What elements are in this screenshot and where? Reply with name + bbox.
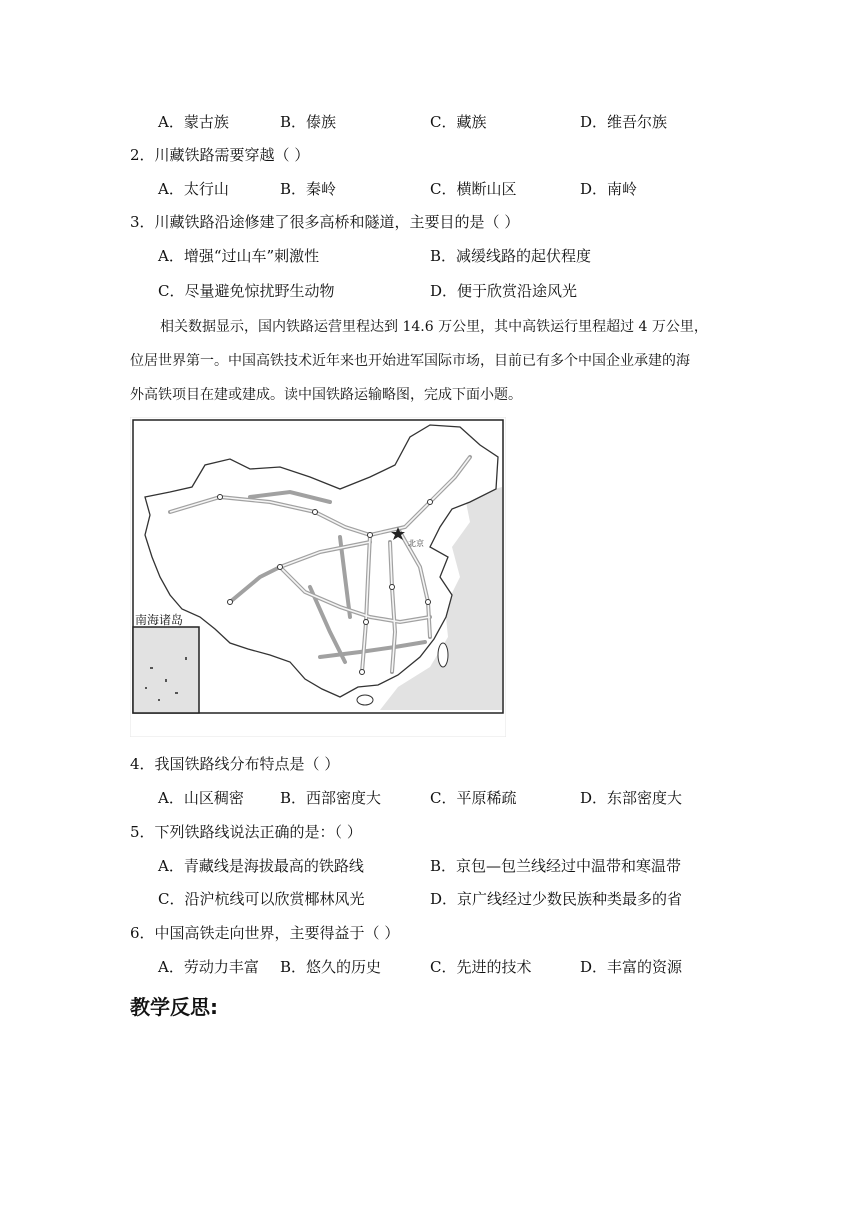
city-label-beijing: 北京 [408, 539, 424, 548]
q6-stem: 6．中国高铁走向世界，主要得益于（ ） [130, 924, 400, 942]
q2-option-b: B．秦岭 [280, 180, 337, 198]
q6-option-a: A．劳动力丰富 [158, 958, 259, 976]
q4-stem: 4．我国铁路线分布特点是（ ） [130, 755, 340, 773]
reflection-heading: 教学反思: [130, 995, 218, 1019]
q2-option-c: C．横断山区 [430, 180, 517, 198]
q5-option-a: A．青藏线是海拔最高的铁路线 [158, 857, 364, 875]
q2-option-d: D．南岭 [580, 180, 638, 198]
q4-option-d: D．东部密度大 [580, 789, 683, 807]
q1-option-a: A．蒙古族 [158, 113, 229, 131]
q4-option-c: C．平原稀疏 [430, 789, 517, 807]
q5-option-b: B．京包—包兰线经过中温带和寒温带 [430, 857, 682, 875]
q5-option-d: D．京广线经过少数民族种类最多的省 [430, 890, 683, 908]
q6-option-c: C．先进的技术 [430, 958, 532, 976]
q1-option-d: D．维吾尔族 [580, 113, 668, 131]
q3-stem: 3．川藏铁路沿途修建了很多高桥和隧道，主要目的是（ ） [130, 213, 520, 231]
q2-stem: 2．川藏铁路需要穿越（ ） [130, 146, 310, 164]
railway-map-graphic [130, 417, 506, 737]
q3-option-c: C．尽量避免惊扰野生动物 [158, 282, 335, 300]
q1-option-b: B．傣族 [280, 113, 337, 131]
q1-option-c: C．藏族 [430, 113, 487, 131]
q6-option-d: D．丰富的资源 [580, 958, 683, 976]
q3-option-b: B．减缓线路的起伏程度 [430, 247, 592, 265]
inset-label: 南海诸岛 [135, 613, 184, 627]
passage-paragraph [130, 310, 730, 412]
q3-option-d: D．便于欣赏沿途风光 [430, 282, 578, 300]
q6-option-b: B．悠久的历史 [280, 958, 382, 976]
q2-option-a: A．太行山 [158, 180, 229, 198]
passage-line-1: 相关数据显示，国内铁路运营里程达到 14.6 万公里，其中高铁运行里程超过 4 万公里， [160, 319, 708, 335]
passage-line-2: 位居世界第一。中国高铁技术近年来也开始进军国际市场，目前已有多个中国企业承建的海 [130, 353, 690, 369]
q3-option-a: A．增强“过山车”刺激性 [158, 247, 320, 265]
passage-line-3: 外高铁项目在建或建成。读中国铁路运输略图，完成下面小题。 [130, 387, 522, 403]
q4-option-b: B．西部密度大 [280, 789, 382, 807]
q5-stem: 5．下列铁路线说法正确的是：（ ） [130, 823, 362, 841]
q4-option-a: A．山区稠密 [158, 789, 244, 807]
china-railway-map [130, 417, 506, 737]
q5-option-c: C．沿沪杭线可以欣赏椰林风光 [158, 890, 365, 908]
